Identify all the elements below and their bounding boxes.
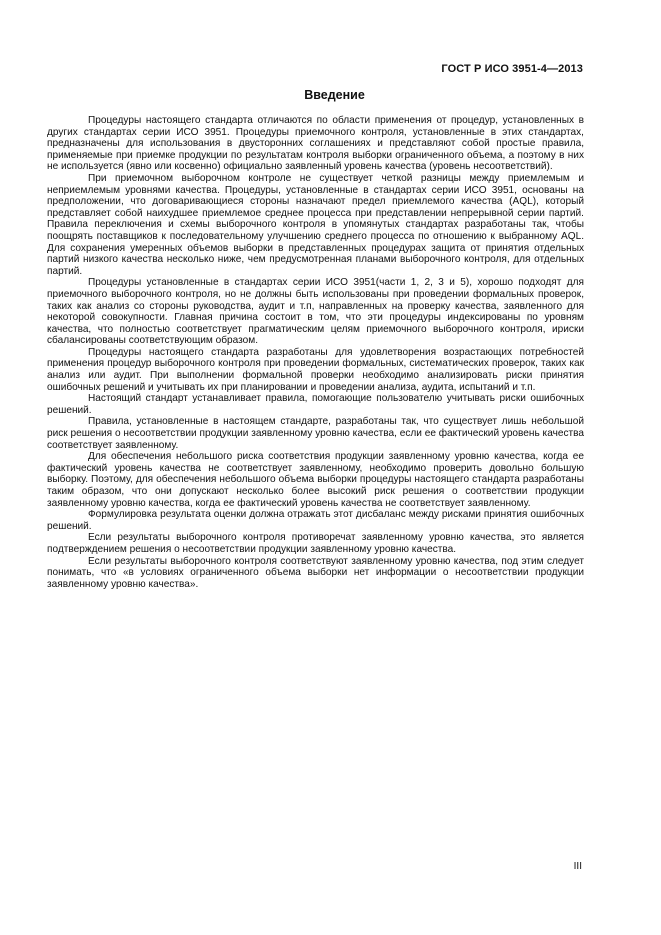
paragraph-10: Если результаты выборочного контроля соответствуют заявленному уровню качества, под этим следует понимать, что «в условиях ограниченного объема выборки нет информации о несоответствии продукции заявленному уровню качества». (47, 555, 584, 590)
paragraph-2: При приемочном выборочном контроле не существует четкой разницы между приемлемым и неприемлемым уровнями качества. Процедуры, установленные в стандартах серии ИСО 3951, основаны на предположении, что договаривающиеся стороны назначают предел приемлемого качества (AQL), который представляет собой наихудшее приемлемое среднее процесса при представлении непрерывной серии партий. Правила переключения и схемы выборочного контроля в упомянутых стандартах разработаны так, чтобы поощрять поставщиков к последовательному улучшению среднего процесса по отношению к выбранному AQL. Для сохранения умеренных объемов выборки в представленных процедурах защита от принятия отдельных партий низкого качества несколько ниже, чем предусмотренная планами выборочного контроля, для отдельных партий. (47, 172, 584, 277)
paragraph-1: Процедуры настоящего стандарта отличаются по области применения от процедур, установленных в других стандартах серии ИСО 3951. Процедуры приемочного контроля, установленные в этих стандартах, предназначены для использования в двусторонних соглашениях и представляют собой простые правила, применяемые при приемке продукции по результатам контроля выборки ограниченного объема, а поэтому в них не используется (явно или косвенно) официально заявленный уровень качества (уровень несоответствий). (47, 115, 584, 173)
paragraph-9: Если результаты выборочного контроля противоречат заявленному уровню качества, это является подтверждением решения о несоответствии продукции заявленному уровню качества. (47, 532, 584, 555)
document-code-header: ГОСТ Р ИСО 3951-4—2013 (441, 63, 583, 75)
paragraph-7: Для обеспечения небольшого риска соответствия продукции заявленному уровню качества, когда ее фактический уровень качества не соответствует заявленному, необходимо проверить довольно большую выборку. Поэтому, для обеспечения небольшого объема выборки процедуры настоящего стандарта разработаны таким образом, что они допускают несколько более высокий риск решения о соответствии продукции заявленному уровню качества, когда ее фактический уровень качества не соответствует заявленному. (47, 451, 584, 509)
paragraph-5: Настоящий стандарт устанавливает правила, помогающие пользователю учитывать риски ошибочных решений. (47, 393, 584, 416)
paragraph-3: Процедуры установленные в стандартах серии ИСО 3951(части 1, 2, 3 и 5), хорошо подходят для приемочного выборочного контроля, но не должны быть использованы при проведении формальных проверок, таких как анализ со стороны руководства, аудит и т.п, направленных на проверку качества, заявленного для некоторой совокупности. Главная причина состоит в том, что эти процедуры индексированы по уровням качества, что полностью соответствует прагматическим целям приемочного выборочного контроля, ириски сбалансированы соответствующим образом. (47, 277, 584, 347)
page-number: III (573, 861, 582, 872)
section-title: Введение (304, 88, 365, 102)
paragraph-4: Процедуры настоящего стандарта разработаны для удовлетворения возрастающих потребностей применения процедур выборочного контроля при проведении формальных, систематических проверок, таких как анализ или аудит. При выполнении формальной проверки необходимо анализировать риски принятия ошибочных решений и учитывать их при планировании и проведении анализа, аудита, испытаний и т.п. (47, 346, 584, 393)
introduction-body (47, 115, 584, 590)
paragraph-8: Формулировка результата оценки должна отражать этот дисбаланс между рисками принятия ошибочных решений. (47, 509, 584, 532)
paragraph-6: Правила, установленные в настоящем стандарте, разработаны так, что существует лишь небольшой риск решения о несоответствии продукции заявленному уровню качества, если ее фактический уровень качества соответствует заявленному. (47, 416, 584, 451)
